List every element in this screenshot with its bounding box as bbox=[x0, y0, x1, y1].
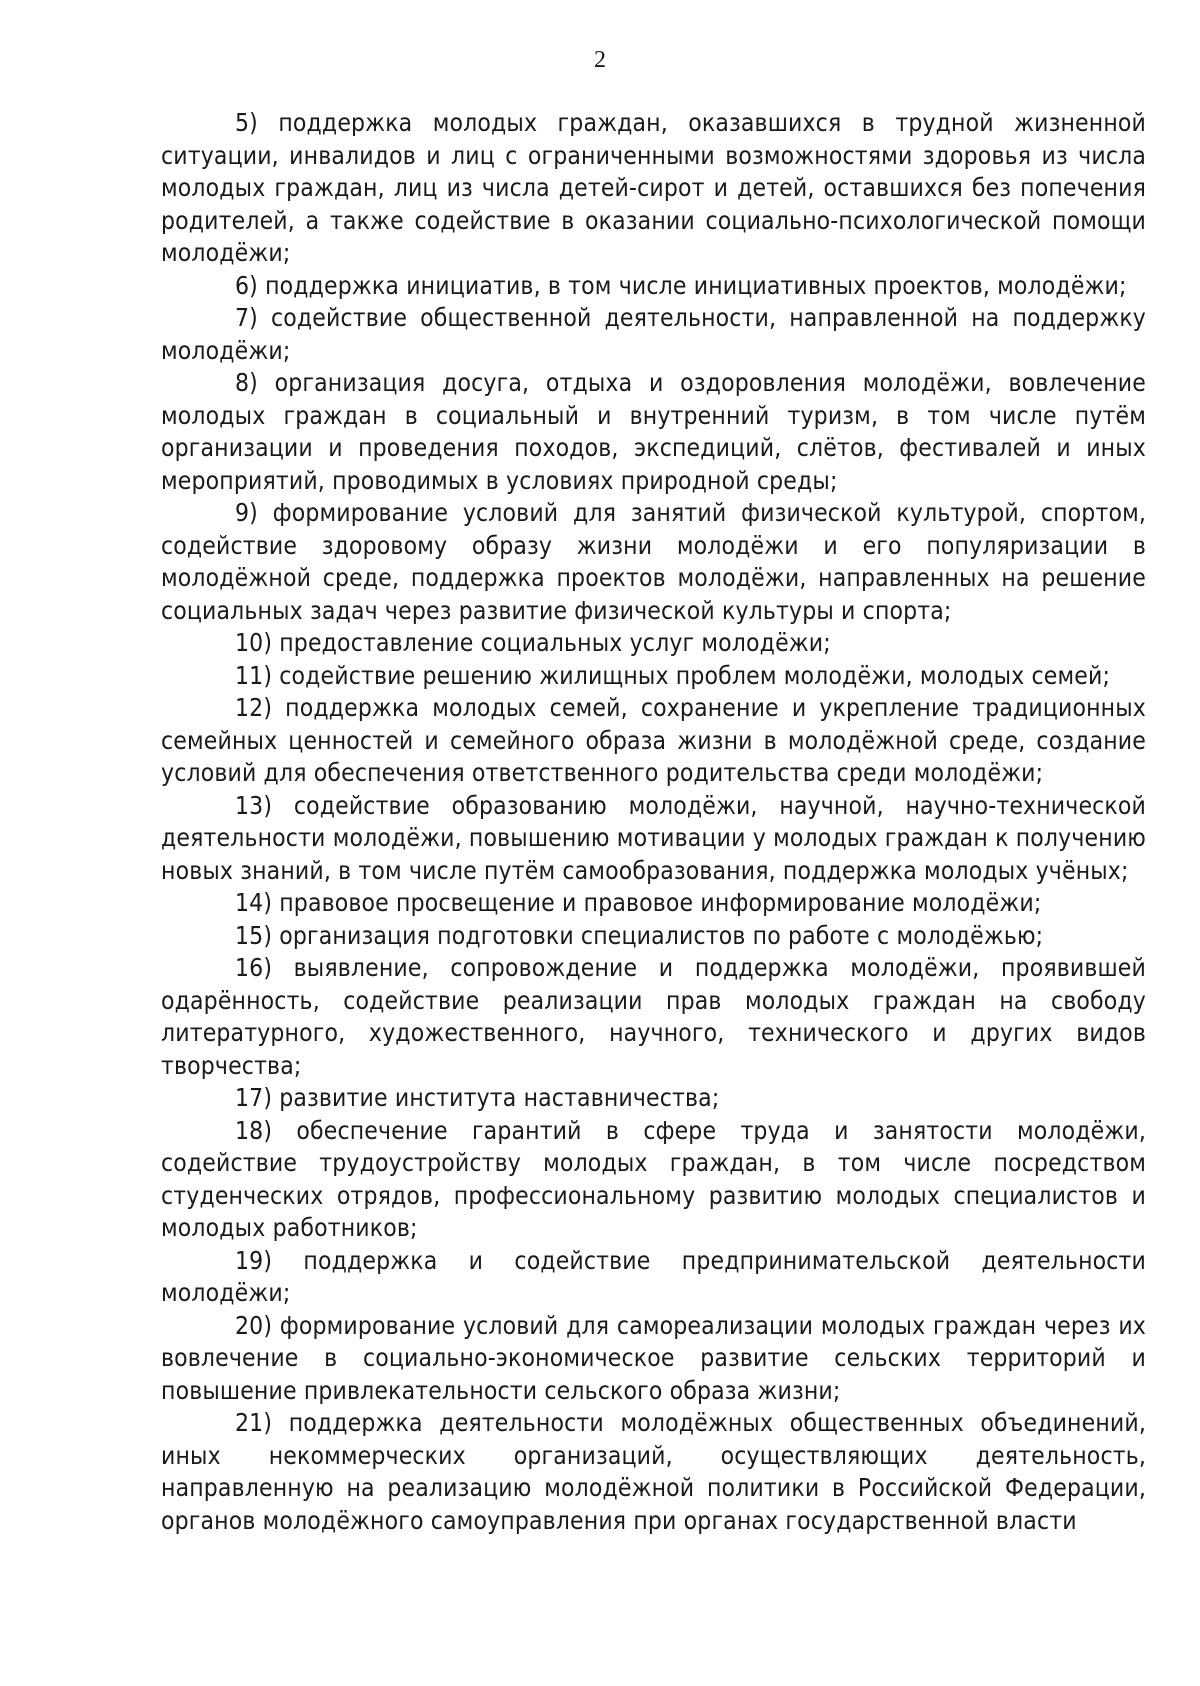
list-item-9: 9) формирование условий для занятий физической культурой, спортом, содействие здоровому образу жизни молодёжи и его популяризации в молодёжной среде, поддержка проектов молодёжи, направленных на решение социальных задач через развитие физической культуры и спорта; bbox=[161, 498, 1146, 625]
list-item-21: 21) поддержка деятельности молодёжных общественных объединений, иных некоммерческих организаций, осуществляющих деятельность, направленную на реализацию молодёжной политики в Российской Федерации, органов молодёжного самоуправления при органах государственной власти bbox=[161, 1408, 1146, 1535]
list-item-13: 13) содействие образованию молодёжи, научной, научно-технической деятельности молодёжи, повышению мотивации у молодых граждан к получению новых знаний, в том числе путём самообразования, поддержка молодых учёных; bbox=[161, 790, 1146, 885]
list-item-6: 6) поддержка инициатив, в том числе инициативных проектов, молодёжи; bbox=[235, 270, 1127, 300]
list-item-7: 7) содействие общественной деятельности, направленной на поддержку молодёжи; bbox=[161, 303, 1146, 365]
list-item-12: 12) поддержка молодых семей, сохранение и укрепление традиционных семейных ценностей и семейного образа жизни в молодёжной среде, создание условий для обеспечения ответственного родительства среди молодёжи; bbox=[161, 693, 1146, 787]
list-item-11: 11) содействие решению жилищных проблем молодёжи, молодых семей; bbox=[235, 660, 1111, 690]
list-item-14: 14) правовое просвещение и правовое информирование молодёжи; bbox=[235, 888, 1042, 917]
list-item-8: 8) организация досуга, отдыха и оздоровления молодёжи, вовлечение молодых граждан в социальный и внутренний туризм, в том числе путём организации и проведения походов, экспедиций, слётов, фестивалей и иных мероприятий, проводимых в условиях природной среды; bbox=[161, 368, 1146, 495]
page-number: 2 bbox=[594, 47, 606, 73]
list-item-15: 15) организация подготовки специалистов по работе с молодёжью; bbox=[235, 920, 1044, 950]
document-body bbox=[161, 107, 1146, 1537]
list-item-5: 5) поддержка молодых граждан, оказавшихся в трудной жизненной ситуации, инвалидов и лиц с ограниченными возможностями здоровья из числа молодых граждан, лиц из числа детей-сирот и детей, оставшихся без попечения родителей, а также содействие в оказании социально-психологической помощи молодёжи; bbox=[161, 108, 1146, 267]
list-item-10: 10) предоставление социальных услуг молодёжи; bbox=[235, 628, 831, 657]
list-item-17: 17) развитие института наставничества; bbox=[235, 1083, 720, 1112]
list-item-20: 20) формирование условий для самореализации молодых граждан через их вовлечение в социально-экономическое развитие сельских территорий и повышение привлекательности сельского образа жизни; bbox=[161, 1310, 1146, 1405]
list-item-16: 16) выявление, сопровождение и поддержка молодёжи, проявившей одарённость, содействие реализации прав молодых граждан на свободу литературного, художественного, научного, технического и других видов творчества; bbox=[161, 953, 1146, 1080]
list-item-18: 18) обеспечение гарантий в сфере труда и занятости молодёжи, содействие трудоустройству молодых граждан, в том числе посредством студенческих отрядов, профессиональному развитию молодых специалистов и молодых работников; bbox=[161, 1115, 1146, 1242]
list-item-19: 19) поддержка и содействие предпринимательской деятельности молодёжи; bbox=[161, 1245, 1146, 1307]
